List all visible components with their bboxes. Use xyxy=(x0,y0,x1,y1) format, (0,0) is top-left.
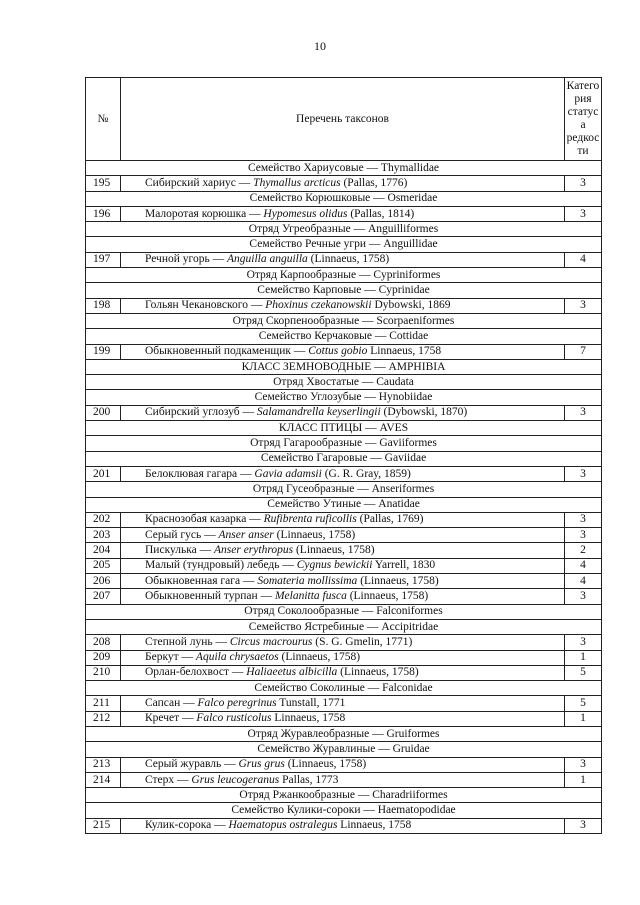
table-row xyxy=(86,772,602,787)
group-header-row xyxy=(86,436,602,451)
taxon-number: 204 xyxy=(86,543,121,558)
rarity-status: 3 xyxy=(565,818,602,833)
group-header: Отряд Карпообразные — Cypriniformes xyxy=(86,268,602,283)
taxon-latin-name: Thymallus arcticus xyxy=(253,176,341,189)
taxon-latin-name: Falco rusticolus xyxy=(196,712,272,725)
rarity-status: 3 xyxy=(565,757,602,772)
taxon-latin-name: Haematopus ostralegus xyxy=(228,819,338,832)
taxon-name xyxy=(121,298,565,313)
table-row xyxy=(86,298,602,313)
taxon-russian-name: Беркут — xyxy=(145,651,196,664)
table-row xyxy=(86,711,602,726)
taxon-russian-name: Белоклювая гагара — xyxy=(145,467,255,480)
group-header: Отряд Гусеобразные — Anseriformes xyxy=(86,482,602,497)
rarity-status: 7 xyxy=(565,344,602,359)
rarity-status: 1 xyxy=(565,772,602,787)
taxon-latin-name: Gavia adamsii xyxy=(254,467,322,480)
table-row xyxy=(86,589,602,604)
taxon-name xyxy=(121,665,565,680)
taxon-latin-name: Haliaeetus albicilla xyxy=(246,666,338,679)
taxon-author: Pallas, 1773 xyxy=(279,773,339,786)
taxon-russian-name: Малоротая корюшка — xyxy=(145,207,264,220)
table-row xyxy=(86,757,602,772)
rarity-status: 3 xyxy=(565,635,602,650)
group-header-row xyxy=(86,237,602,252)
table-header-row xyxy=(86,78,602,161)
group-header-row xyxy=(86,283,602,298)
taxon-russian-name: Серый гусь — xyxy=(145,528,219,541)
group-header: Семейство Гагаровые — Gaviidae xyxy=(86,451,602,466)
header-status-line: а xyxy=(580,119,586,131)
group-header-row xyxy=(86,681,602,696)
group-header: КЛАСС ЗЕМНОВОДНЫЕ — AMPHIBIA xyxy=(86,359,602,374)
taxon-latin-name: Phoxinus czekanowskii xyxy=(265,299,372,312)
table-row xyxy=(86,344,602,359)
group-header-row xyxy=(86,161,602,176)
taxon-number: 196 xyxy=(86,206,121,221)
taxon-russian-name: Кречет — xyxy=(145,712,197,725)
taxon-author: (Linnaeus, 1758) xyxy=(273,528,356,541)
taxon-number: 206 xyxy=(86,574,121,589)
group-header-row xyxy=(86,268,602,283)
group-header-row xyxy=(86,619,602,634)
taxon-name xyxy=(121,757,565,772)
taxon-russian-name: Степной лунь — xyxy=(145,635,230,648)
rarity-status: 3 xyxy=(565,176,602,191)
taxon-author: (Linnaeus, 1758) xyxy=(278,651,361,664)
taxon-author: (Pallas, 1776) xyxy=(340,176,408,189)
taxon-author: (S. G. Gmelin, 1771) xyxy=(312,635,413,648)
taxon-author: (Linnaeus, 1758) xyxy=(337,666,419,679)
taxon-author: (Dybowski, 1870) xyxy=(380,406,468,419)
group-header-row xyxy=(86,222,602,237)
taxon-number: 210 xyxy=(86,665,121,680)
taxon-name xyxy=(121,543,565,558)
group-header: Отряд Угреобразные — Anguilliformes xyxy=(86,222,602,237)
group-header-row xyxy=(86,604,602,619)
group-header-row xyxy=(86,313,602,328)
group-header-row xyxy=(86,191,602,206)
group-header: Отряд Ржанкообразные — Charadriiformes xyxy=(86,788,602,803)
group-header-row xyxy=(86,788,602,803)
group-header-row xyxy=(86,497,602,512)
taxon-name xyxy=(121,574,565,589)
taxon-russian-name: Речной угорь — xyxy=(145,253,227,266)
rarity-status: 3 xyxy=(565,405,602,420)
table-row xyxy=(86,206,602,221)
group-header-row xyxy=(86,482,602,497)
group-header-row xyxy=(86,451,602,466)
taxon-number: 209 xyxy=(86,650,121,665)
table-row xyxy=(86,405,602,420)
taxon-russian-name: Обыкновенный подкаменщик — xyxy=(145,345,309,358)
taxon-latin-name: Grus grus xyxy=(238,758,285,771)
group-header: Семейство Углозубые — Hynobiidae xyxy=(86,390,602,405)
taxon-russian-name: Орлан-белохвост — xyxy=(145,666,247,679)
taxon-number: 212 xyxy=(86,711,121,726)
taxon-author: (Linnaeus, 1758) xyxy=(293,544,375,557)
rarity-status: 2 xyxy=(565,543,602,558)
taxon-name xyxy=(121,696,565,711)
taxon-author: (G. R. Gray, 1859) xyxy=(321,467,411,480)
group-header-row xyxy=(86,742,602,757)
taxon-author: (Linnaeus, 1758) xyxy=(284,758,367,771)
group-header: Отряд Хвостатые — Caudata xyxy=(86,375,602,390)
group-header: Отряд Журавлеобразные — Gruiformes xyxy=(86,726,602,741)
group-header-row xyxy=(86,390,602,405)
taxon-author: (Linnaeus, 1758) xyxy=(346,589,429,602)
taxon-name xyxy=(121,650,565,665)
page-number: 10 xyxy=(314,39,326,53)
rarity-status: 5 xyxy=(565,665,602,680)
taxon-name xyxy=(121,405,565,420)
table-row xyxy=(86,466,602,481)
header-status-line: редкос xyxy=(566,132,600,144)
taxa-table xyxy=(85,77,602,834)
taxon-name xyxy=(121,711,565,726)
group-header: Семейство Карповые — Cyprinidae xyxy=(86,283,602,298)
taxon-number: 195 xyxy=(86,176,121,191)
group-header: Отряд Скорпенообразные — Scorpaeniformes xyxy=(86,313,602,328)
group-header-row xyxy=(86,359,602,374)
taxon-number: 199 xyxy=(86,344,121,359)
taxon-name xyxy=(121,206,565,221)
rarity-status: 4 xyxy=(565,558,602,573)
taxon-name xyxy=(121,818,565,833)
group-header: КЛАСС ПТИЦЫ — AVES xyxy=(86,421,602,436)
group-header: Семейство Соколиные — Falconidae xyxy=(86,681,602,696)
taxon-latin-name: Falco peregrinus xyxy=(197,697,277,710)
rarity-status: 3 xyxy=(565,206,602,221)
taxon-author: Linnaeus, 1758 xyxy=(337,819,412,832)
taxon-name xyxy=(121,466,565,481)
taxon-name xyxy=(121,176,565,191)
taxon-number: 198 xyxy=(86,298,121,313)
taxon-author: Linnaeus, 1758 xyxy=(367,345,442,358)
rarity-status: 3 xyxy=(565,466,602,481)
taxon-author: Yarrell, 1830 xyxy=(372,559,436,572)
taxon-latin-name: Rufibrenta ruficollis xyxy=(263,513,357,526)
taxon-name xyxy=(121,772,565,787)
header-status-line: Катего xyxy=(566,80,600,92)
taxon-number: 215 xyxy=(86,818,121,833)
taxon-russian-name: Сибирский хариус — xyxy=(145,176,254,189)
taxon-name xyxy=(121,558,565,573)
taxon-latin-name: Circus macrourus xyxy=(229,635,313,648)
rarity-status: 4 xyxy=(565,574,602,589)
taxon-number: 201 xyxy=(86,466,121,481)
taxon-number: 202 xyxy=(86,512,121,527)
taxon-russian-name: Пискулька — xyxy=(145,544,214,557)
group-header-row xyxy=(86,329,602,344)
header-rarity-status xyxy=(565,78,602,161)
taxon-russian-name: Обыкновенная гага — xyxy=(145,574,258,587)
taxon-name xyxy=(121,589,565,604)
taxon-russian-name: Сибирский углозуб — xyxy=(145,406,257,419)
rarity-status: 1 xyxy=(565,650,602,665)
group-header-row xyxy=(86,375,602,390)
taxon-latin-name: Somateria mollissima xyxy=(257,574,358,587)
taxon-russian-name: Стерх — xyxy=(145,773,192,786)
header-number: № xyxy=(86,78,121,161)
taxa-body xyxy=(86,161,602,834)
header-status-line: статус xyxy=(567,106,599,118)
table-row xyxy=(86,558,602,573)
group-header: Отряд Гагарообразные — Gaviiformes xyxy=(86,436,602,451)
rarity-status: 5 xyxy=(565,696,602,711)
group-header: Семейство Хариусовые — Thymallidae xyxy=(86,161,602,176)
taxon-number: 214 xyxy=(86,772,121,787)
rarity-status: 3 xyxy=(565,512,602,527)
taxon-author: Tunstall, 1771 xyxy=(276,697,346,710)
rarity-status: 3 xyxy=(565,298,602,313)
group-header-row xyxy=(86,803,602,818)
group-header: Семейство Журавлиные — Gruidae xyxy=(86,742,602,757)
taxon-russian-name: Обыкновенный турпан — xyxy=(145,589,275,602)
taxon-latin-name: Anser anser xyxy=(218,528,274,541)
taxon-author: Linnaeus, 1758 xyxy=(271,712,346,725)
table-row xyxy=(86,635,602,650)
taxon-russian-name: Кулик-сорока — xyxy=(145,819,229,832)
taxon-latin-name: Anguilla anguilla xyxy=(226,253,308,266)
taxon-number: 200 xyxy=(86,405,121,420)
table-row xyxy=(86,574,602,589)
taxon-name xyxy=(121,252,565,267)
group-header: Семейство Кулики-сороки — Haematopodidae xyxy=(86,803,602,818)
taxon-author: (Pallas, 1769) xyxy=(356,513,424,526)
taxon-number: 211 xyxy=(86,696,121,711)
table-row xyxy=(86,650,602,665)
taxon-number: 208 xyxy=(86,635,121,650)
group-header: Семейство Утиные — Anatidae xyxy=(86,497,602,512)
taxon-number: 197 xyxy=(86,252,121,267)
taxon-author: (Linnaeus, 1758) xyxy=(307,253,390,266)
table-row xyxy=(86,543,602,558)
taxon-russian-name: Серый журавль — xyxy=(145,758,239,771)
table-row xyxy=(86,176,602,191)
header-status-line: рия xyxy=(574,93,592,105)
taxon-latin-name: Anser erythropus xyxy=(213,544,294,557)
header-taxa-list: Перечень таксонов xyxy=(121,78,565,161)
table-row xyxy=(86,528,602,543)
taxon-russian-name: Гольян Чекановского — xyxy=(145,299,266,312)
taxon-number: 213 xyxy=(86,757,121,772)
taxon-latin-name: Aquila chrysaetos xyxy=(195,651,279,664)
taxon-name xyxy=(121,512,565,527)
taxon-russian-name: Сапсан — xyxy=(145,697,198,710)
rarity-status: 1 xyxy=(565,711,602,726)
table-row xyxy=(86,252,602,267)
taxon-russian-name: Краснозобая казарка — xyxy=(145,513,264,526)
table-row xyxy=(86,696,602,711)
taxon-number: 203 xyxy=(86,528,121,543)
header-status-line: ти xyxy=(577,145,589,157)
taxon-latin-name: Salamandrella keyserlingii xyxy=(256,406,381,419)
table-row xyxy=(86,512,602,527)
group-header-row xyxy=(86,421,602,436)
taxon-number: 207 xyxy=(86,589,121,604)
taxon-latin-name: Grus leucogeranus xyxy=(191,773,280,786)
rarity-status: 4 xyxy=(565,252,602,267)
taxon-russian-name: Малый (тундровый) лебедь — xyxy=(145,559,297,572)
group-header: Семейство Ястребиные — Accipitridae xyxy=(86,619,602,634)
taxon-author: (Linnaeus, 1758) xyxy=(357,574,439,587)
taxon-name xyxy=(121,528,565,543)
taxon-name xyxy=(121,344,565,359)
group-header: Семейство Керчаковые — Cottidae xyxy=(86,329,602,344)
table-row xyxy=(86,818,602,833)
group-header: Семейство Корюшковые — Osmeridae xyxy=(86,191,602,206)
table-row xyxy=(86,665,602,680)
taxon-name xyxy=(121,635,565,650)
taxon-author: (Pallas, 1814) xyxy=(347,207,415,220)
group-header: Семейство Речные угри — Anguillidae xyxy=(86,237,602,252)
taxon-latin-name: Melanitta fusca xyxy=(274,589,347,602)
taxon-latin-name: Cygnus bewickii xyxy=(296,559,373,572)
taxon-latin-name: Hypomesus olidus xyxy=(263,207,348,220)
rarity-status: 3 xyxy=(565,528,602,543)
group-header-row xyxy=(86,726,602,741)
group-header: Отряд Соколообразные — Falconiformes xyxy=(86,604,602,619)
taxon-latin-name: Cottus gobio xyxy=(308,345,368,358)
rarity-status: 3 xyxy=(565,589,602,604)
taxon-author: Dybowski, 1869 xyxy=(371,299,451,312)
taxon-number: 205 xyxy=(86,558,121,573)
